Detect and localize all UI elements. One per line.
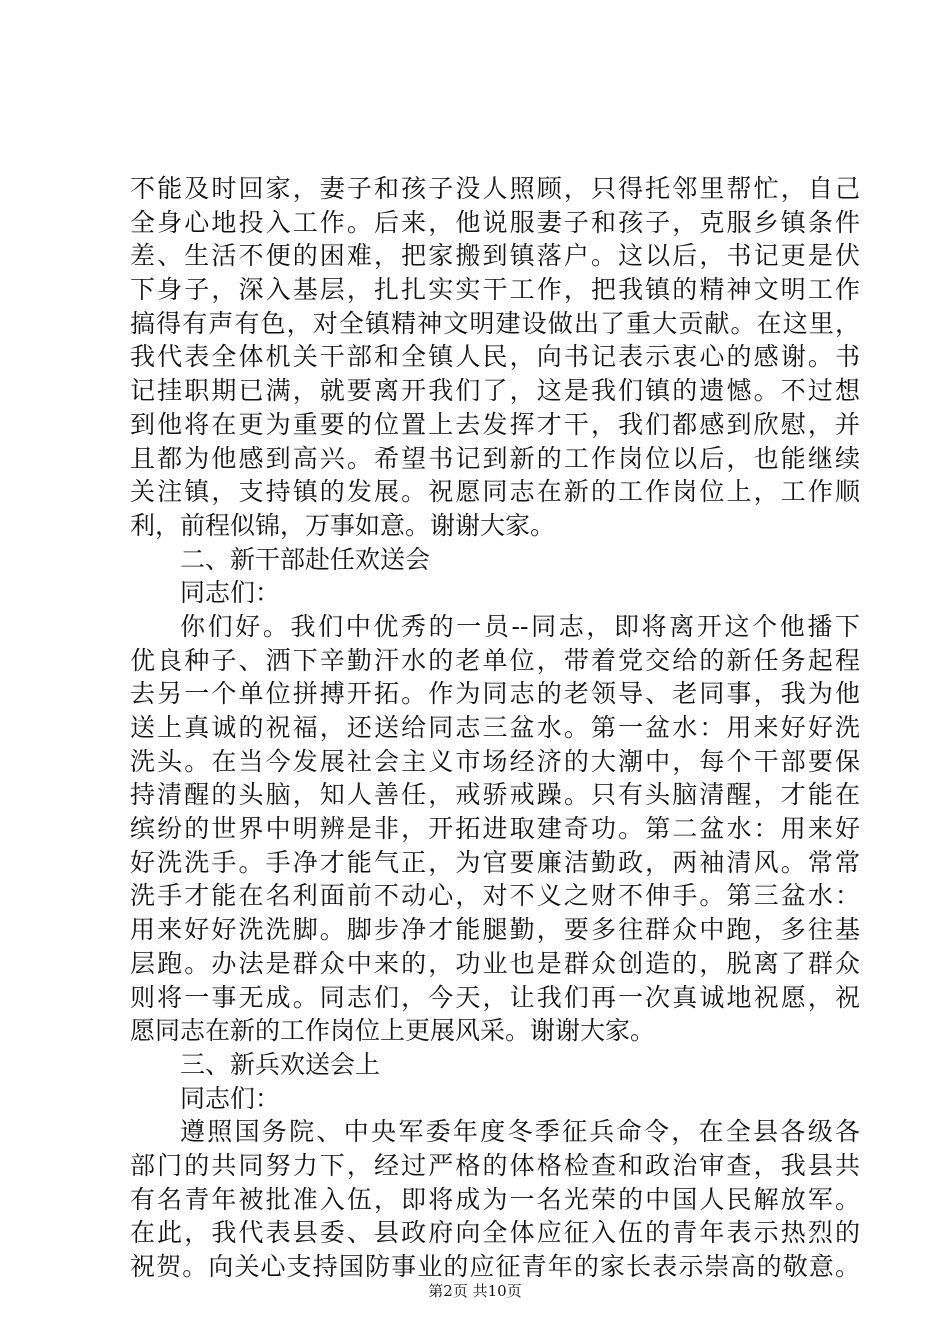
text-line: 缤纷的世界中明辨是非，开拓进取建奇功。第二盆水：用来好 — [130, 814, 860, 844]
text-line: 我代表全体机关干部和全镇人民，向书记表示衷心的感谢。书 — [130, 342, 860, 372]
page-number-indicator: 第2页 共10页 — [428, 1282, 522, 1300]
text-line: 优良种子、洒下辛勤汗水的老单位，带着党交给的新任务起程 — [130, 645, 860, 675]
text-line: 层跑。办法是群众中来的，功业也是群众创造的，脱离了群众 — [130, 948, 860, 978]
text-line: 遵照国务院、中央军委年度冬季征兵命令，在全县各级各 — [180, 1117, 860, 1147]
text-line: 去另一个单位拼搏开拓。作为同志的老领导、老同事，我为他 — [130, 679, 860, 709]
text-line: 你们好。我们中优秀的一员--同志，即将离开这个他播下 — [180, 611, 860, 641]
text-line: 持清醒的头脑，知人善任，戒骄戒躁。只有头脑清醒，才能在 — [130, 780, 860, 810]
text-line: 记挂职期已满，就要离开我们了，这是我们镇的遗憾。不过想 — [130, 376, 860, 406]
text-line: 用来好好洗洗脚。脚步净才能腿勤，要多往群众中跑，多往基 — [130, 915, 860, 945]
text-line: 同志们： — [180, 578, 281, 608]
text-line: 送上真诚的祝福，还送给同志三盆水。第一盆水：用来好好洗 — [130, 713, 860, 742]
text-line: 三、新兵欢送会上 — [180, 1049, 381, 1079]
text-line: 同志们： — [180, 1083, 281, 1113]
text-line: 祝贺。向关心支持国防事业的应征青年的家长表示崇高的敬意。 — [130, 1252, 860, 1281]
page-footer — [0, 1281, 950, 1301]
text-line: 到他将在更为重要的位置上去发挥才干，我们都感到欣慰，并 — [130, 409, 860, 439]
text-line: 部门的共同努力下，经过严格的体格检查和政治审查，我县共 — [130, 1150, 860, 1180]
text-line: 则将一事无成。同志们，今天，让我们再一次真诚地祝愿，祝 — [130, 982, 860, 1012]
text-line: 全身心地投入工作。后来，他说服妻子和孩子，克服乡镇条件 — [130, 207, 860, 237]
text-line: 不能及时回家，妻子和孩子没人照顾，只得托邻里帮忙，自己 — [130, 174, 860, 203]
text-line: 关注镇，支持镇的发展。祝愿同志在新的工作岗位上，工作顺 — [130, 477, 860, 507]
text-line: 有名青年被批准入伍，即将成为一名光荣的中国人民解放军。 — [130, 1184, 860, 1214]
text-line: 洗头。在当今发展社会主义市场经济的大潮中，每个干部要保 — [130, 746, 860, 776]
text-line: 好洗洗手。手净才能气正，为官要廉洁勤政，两袖清风。常常 — [130, 847, 860, 877]
text-line: 且都为他感到高兴。希望书记到新的工作岗位以后，也能继续 — [130, 443, 860, 473]
text-line: 洗手才能在名利面前不动心，对不义之财不伸手。第三盆水： — [130, 881, 860, 911]
text-line: 愿同志在新的工作岗位上更展风采。谢谢大家。 — [130, 1016, 656, 1046]
text-line: 二、新干部赴任欢送会 — [180, 544, 431, 574]
text-line: 在此，我代表县委、县政府向全体应征入伍的青年表示热烈的 — [130, 1218, 860, 1248]
text-line: 利，前程似锦，万事如意。谢谢大家。 — [130, 510, 556, 540]
text-line: 差、生活不便的困难，把家搬到镇落户。这以后，书记更是伏 — [130, 241, 860, 271]
document-body — [130, 172, 860, 1284]
text-line: 下身子，深入基层，扎扎实实干工作，把我镇的精神文明工作 — [130, 275, 860, 305]
text-line: 搞得有声有色，对全镇精神文明建设做出了重大贡献。在这里， — [130, 308, 860, 338]
